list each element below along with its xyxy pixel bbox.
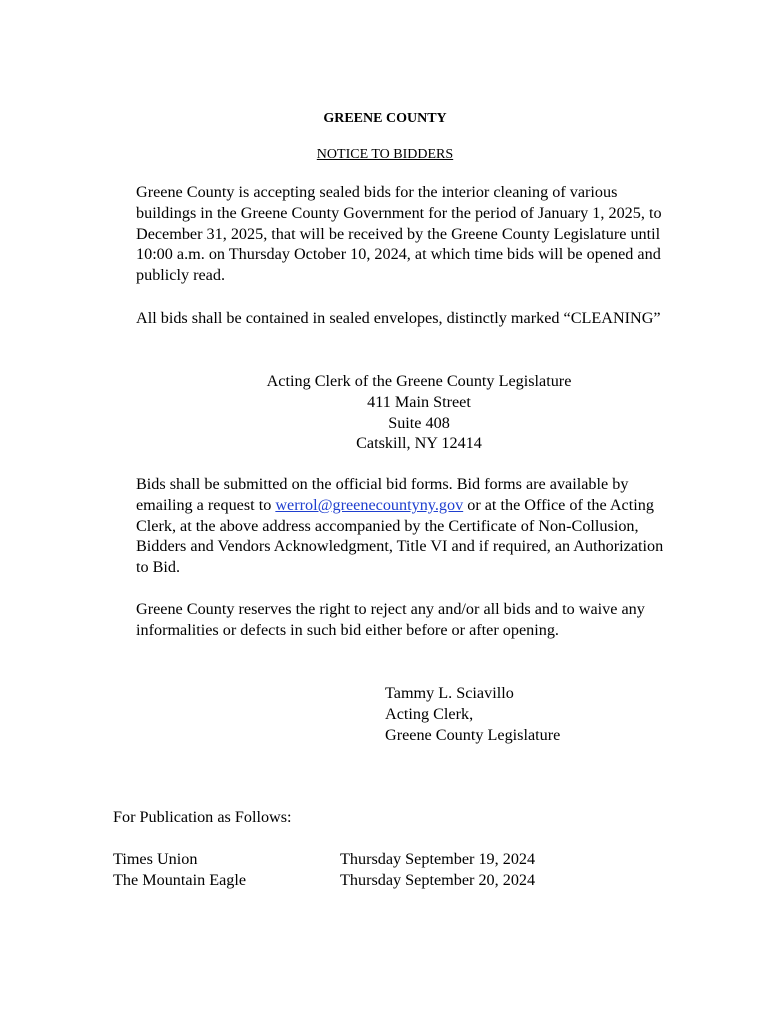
signer-name: Tammy L. Sciavillo bbox=[385, 684, 514, 702]
paragraph-text-before-link: Bids shall be submitted on the official bid forms. Bid forms are available by emailing a request to bbox=[136, 475, 629, 514]
publication-paper: The Mountain Eagle bbox=[113, 871, 247, 890]
email-link[interactable]: werrol@greenecountyny.gov bbox=[275, 495, 464, 514]
publication-date: Thursday September 19, 2024 bbox=[340, 850, 536, 868]
publication-list bbox=[113, 849, 633, 892]
paragraph-bid-overview bbox=[136, 182, 666, 286]
publication-date: Thursday September 20, 2024 bbox=[340, 871, 536, 890]
signer-role: Acting Clerk, bbox=[385, 704, 474, 723]
paragraph-text bbox=[136, 474, 666, 578]
document-title: GREENE COUNTY bbox=[323, 111, 447, 126]
signature-block bbox=[385, 683, 560, 745]
paragraph-text: Greene County is accepting sealed bids for the interior cleaning of various buildings in the Greene County Government for the period of January 1, 2025, to December 31, 2025, that will be received by the Greene County Legislature until 10:00 a.m. on Thursday October 10, 2024, at which time bids will be opened and publicly read. bbox=[136, 183, 662, 285]
address-line-city: Catskill, NY 12414 bbox=[356, 434, 482, 453]
paragraph-text-after-link: or at the Office of the Acting Clerk, at the above address accompanied by the Certificate of Non-Collusion, Bidders and Vendors Acknowledgment, Title VI and if required, an Authorization to Bid. bbox=[136, 495, 664, 577]
paragraph-text: All bids shall be contained in sealed envelopes, distinctly marked “CLEANING” bbox=[136, 309, 661, 327]
publication-heading: For Publication as Follows: bbox=[113, 808, 292, 826]
document-subtitle: NOTICE TO BIDDERS bbox=[316, 147, 454, 162]
address-line-street: 411 Main Street bbox=[367, 392, 471, 411]
paragraph-text: Greene County reserves the right to reject any and/or all bids and to waive any informalities or defects in such bid either before or after opening. bbox=[136, 600, 645, 639]
publication-row bbox=[113, 870, 633, 891]
publication-paper: Times Union bbox=[113, 850, 198, 868]
paragraph-envelope-instructions bbox=[136, 308, 666, 329]
paragraph-rights-reserved bbox=[136, 599, 666, 641]
publication-row bbox=[113, 849, 633, 870]
address-line-suite: Suite 408 bbox=[388, 413, 450, 432]
paragraph-bid-forms bbox=[136, 474, 666, 578]
signer-organization: Greene County Legislature bbox=[385, 725, 561, 744]
clerk-address-block bbox=[200, 371, 638, 454]
address-line-office: Acting Clerk of the Greene County Legislature bbox=[266, 372, 572, 390]
